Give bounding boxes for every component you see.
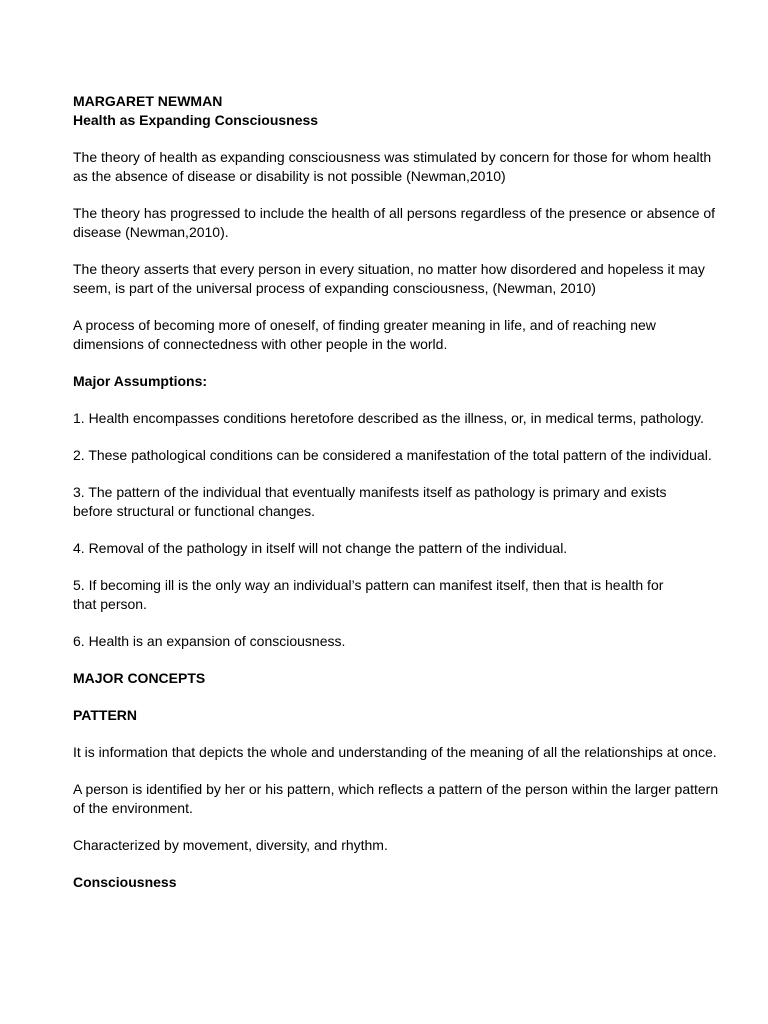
assumption-item: 2. These pathological conditions can be considered a manifestation of the total pattern of the individual. (73, 447, 712, 463)
intro-paragraph: The theory has progressed to include the health of all persons regardless of the presence or absence of disease (Newman,2010). (73, 205, 716, 240)
intro-paragraph: The theory of health as expanding consciousness was stimulated by concern for those for whom health as the absence of disease or disability is not possible (Newman,2010) (73, 149, 712, 184)
document-subtitle: Health as Expanding Consciousness (73, 112, 319, 128)
intro-paragraph: A process of becoming more of oneself, of finding greater meaning in life, and of reaching new dimensions of connectedness with other people in the world. (73, 317, 656, 352)
concepts-heading: MAJOR CONCEPTS (73, 670, 206, 686)
consciousness-heading: Consciousness (73, 874, 177, 890)
document-title: MARGARET NEWMAN (73, 93, 223, 109)
assumption-item: 6. Health is an expansion of consciousness. (73, 633, 346, 649)
pattern-paragraph: A person is identified by her or his pattern, which reflects a pattern of the person within the larger pattern of the environment. (73, 781, 719, 816)
intro-paragraph: The theory asserts that every person in every situation, no matter how disordered and hopeless it may seem, is part of the universal process of expanding consciousness, (Newman, 2010) (73, 261, 705, 296)
document-page (73, 92, 723, 892)
pattern-heading: PATTERN (73, 707, 138, 723)
assumption-item: 3. The pattern of the individual that eventually manifests itself as pathology is primary and exists before structural or functional changes. (73, 484, 667, 519)
pattern-paragraph: It is information that depicts the whole and understanding of the meaning of all the relationships at once. (73, 744, 717, 760)
assumptions-heading: Major Assumptions: (73, 373, 208, 389)
assumption-item: 1. Health encompasses conditions heretofore described as the illness, or, in medical terms, pathology. (73, 410, 704, 426)
assumption-item: 5. If becoming ill is the only way an individual’s pattern can manifest itself, then that is health for that person. (73, 577, 664, 612)
pattern-paragraph: Characterized by movement, diversity, and rhythm. (73, 837, 388, 853)
assumption-item: 4. Removal of the pathology in itself will not change the pattern of the individual. (73, 540, 568, 556)
